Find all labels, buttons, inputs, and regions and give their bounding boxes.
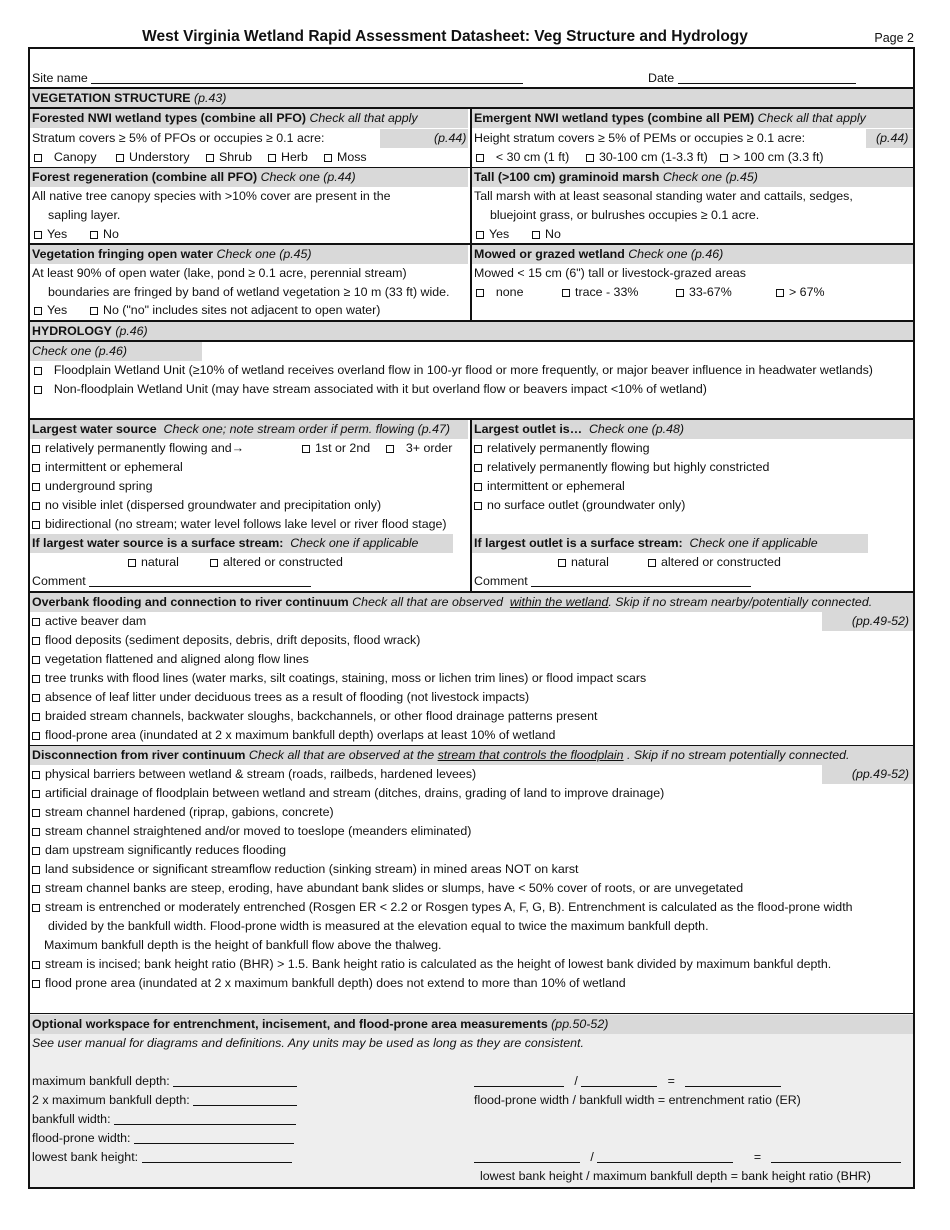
hydro-ref: (p.46) (115, 324, 148, 338)
checkbox[interactable] (386, 445, 394, 453)
tall-line1: Tall marsh with at least seasonal standing water and cattails, sedges, (474, 189, 853, 203)
checkbox[interactable] (776, 289, 784, 297)
overbank-heading: Overbank flooding and connection to river continuum (32, 595, 349, 609)
page-number: Page 2 (874, 31, 914, 45)
emergent-instruction: Check all that apply (757, 111, 866, 125)
source-instruction: Check one; note stream order if perm. flowing (p.47) (163, 422, 451, 436)
option-label: Moss (337, 150, 367, 164)
option-label: no surface outlet (groundwater only) (487, 498, 686, 512)
option-label: No (545, 227, 561, 241)
disconnect-instruction: Check all that are observed at the (248, 748, 435, 762)
option-label: bidirectional (no stream; water level follows lake level or river flood stage) (45, 517, 447, 531)
site-name-label: Site name (32, 71, 88, 85)
overbank-option[interactable] (32, 650, 309, 669)
disconnect-option[interactable] (32, 822, 471, 841)
outlet-instruction: Check one (p.48) (588, 422, 685, 436)
page-title: West Virginia Wetland Rapid Assessment Datasheet: Veg Structure and Hydrology (142, 28, 748, 45)
overbank-item (30, 631, 913, 650)
tall-line2: bluejoint grass, or bulrushes occupies ≥ 0.1 acre. (490, 208, 760, 222)
option-label: Yes (489, 227, 510, 241)
entrench-line3: Maximum bankfull depth is the height of bankfull flow above the thalweg. (44, 938, 442, 952)
er-bankfull-field[interactable] (581, 1074, 657, 1087)
checkbox[interactable] (586, 154, 594, 162)
checkbox[interactable] (32, 483, 40, 491)
disconnect-option[interactable] (32, 765, 476, 784)
outlet-heading: Largest outlet is… (474, 422, 583, 436)
option-label: 3+ order (405, 441, 453, 455)
bhr-max-field[interactable] (597, 1150, 733, 1163)
fringe-yes-option[interactable] (34, 301, 67, 320)
fringe-no-option[interactable] (90, 301, 380, 320)
checkbox[interactable] (676, 289, 684, 297)
checkbox[interactable] (34, 307, 42, 315)
checkbox[interactable] (34, 231, 42, 239)
tall-yes-option[interactable] (476, 225, 509, 244)
option-label: tree trunks with flood lines (water marks, silt coatings, staining, moss or lichen trim lines) or flood impact scars (45, 671, 647, 685)
tall-marsh-heading: Tall (>100 cm) graminoid marsh (474, 170, 660, 184)
regen-heading: Forest regeneration (combine all PFO) (32, 170, 258, 184)
checkbox[interactable] (32, 885, 40, 893)
overbank-instruction: Check all that are observed (352, 595, 503, 609)
incised-option[interactable] (32, 955, 831, 974)
checkbox[interactable] (32, 809, 40, 817)
veg-section-header (30, 89, 913, 108)
veg-title: VEGETATION STRUCTURE (32, 91, 191, 105)
forested-line1: Stratum covers ≥ 5% of PFOs or occupies ≥ 0.1 acre: (32, 131, 325, 145)
regen-line1: All native tree canopy species with >10% cover are present in the (32, 189, 391, 203)
option-label: relatively permanently flowing and→ (45, 441, 245, 455)
floodplain-option[interactable] (34, 361, 873, 380)
option-label: 33-67% (689, 285, 732, 299)
disconnect-heading: Disconnection from river continuum (32, 748, 246, 762)
checkbox[interactable] (474, 445, 482, 453)
source-intermittent-option[interactable] (32, 458, 183, 477)
floodprone-width-label: flood-prone width: (32, 1131, 131, 1145)
disconnect-item (30, 765, 913, 784)
optional-note-row (30, 1034, 913, 1053)
tall-marsh-instruction: Check one (p.45) (662, 170, 758, 184)
height-lt30-option[interactable] (476, 148, 569, 167)
overbank-instruction-2: . Skip if no stream nearby/potentially connected. (608, 595, 873, 609)
surface-outlet-instruction: Check one if applicable (689, 536, 818, 550)
bhr-lowest-field[interactable] (474, 1150, 580, 1163)
checkbox[interactable] (474, 464, 482, 472)
option-label: no visible inlet (dispersed groundwater and precipitation only) (45, 498, 382, 512)
option-label: Shrub (219, 150, 253, 164)
hydro-section-header (30, 322, 913, 341)
option-label: Understory (129, 150, 190, 164)
option-label: 30-100 cm (1-3.3 ft) (599, 150, 708, 164)
fringe-line2: boundaries are fringed by band of wetland vegetation ≥ 10 m (33 ft) wide. (48, 285, 450, 299)
overbank-item (30, 688, 913, 707)
checkbox[interactable] (90, 307, 98, 315)
checkbox[interactable] (32, 521, 40, 529)
option-label: intermittent or ephemeral (45, 460, 183, 474)
hydro-check-row (30, 342, 913, 361)
disconnect-item (30, 841, 913, 860)
lowest-bank-label: lowest bank height: (32, 1150, 139, 1164)
height-gt100-option[interactable] (720, 148, 824, 167)
option-label: > 100 cm (3.3 ft) (733, 150, 824, 164)
option-label: trace - 33% (575, 285, 639, 299)
max-depth-row (30, 1072, 913, 1091)
disconnect-option[interactable] (32, 784, 664, 803)
mowed-heading: Mowed or grazed wetland (474, 247, 625, 261)
overbank-item (30, 650, 913, 669)
source-perm-option[interactable] (32, 439, 244, 458)
option-label: relatively permanently flowing but highly constricted (487, 460, 770, 474)
checkbox[interactable] (32, 675, 40, 683)
option-label: flood-prone area (inundated at 2 x maximum bankfull depth) overlaps at least 10% of wetland (45, 728, 556, 742)
date-label: Date (648, 71, 675, 85)
overbank-option[interactable] (32, 707, 597, 726)
option-label: Floodplain Wetland Unit (≥10% of wetland receives overland flow in 100-yr flood or more frequently, or major beaver influence in headwater wetlands) (53, 363, 873, 377)
regen-line2: sapling layer. (48, 208, 121, 222)
overbank-item (30, 669, 913, 688)
option-label: intermittent or ephemeral (487, 479, 625, 493)
outlet-none-option[interactable] (474, 496, 685, 515)
surface-source-instruction: Check one if applicable (290, 536, 419, 550)
overbank-option[interactable] (32, 612, 146, 631)
floodprone-width-row (30, 1129, 913, 1148)
checkbox[interactable] (32, 713, 40, 721)
option-label: natural (571, 555, 609, 569)
source-bidirectional-option[interactable] (32, 515, 447, 534)
mowed-trace-option[interactable] (562, 283, 638, 302)
checkbox[interactable] (32, 847, 40, 855)
checkbox[interactable] (34, 154, 42, 162)
emergent-line1: Height stratum covers ≥ 5% of PEMs or occupies ≥ 0.1 acre: (474, 131, 806, 145)
overbank-item (30, 707, 913, 726)
disconnect-option[interactable] (32, 879, 743, 898)
overbank-item (30, 612, 913, 631)
optional-note: See user manual for diagrams and definitions. Any units may be used as long as they are consistent. (32, 1036, 584, 1050)
mowed-33-67-option[interactable] (676, 283, 732, 302)
optional-heading: Optional workspace for entrenchment, incisement, and flood-prone area measurements (32, 1017, 548, 1031)
checkbox[interactable] (648, 559, 656, 567)
checkbox[interactable] (32, 790, 40, 798)
outlet-natural-option[interactable] (558, 553, 609, 572)
tall-no-option[interactable] (532, 225, 561, 244)
mowed-instruction: Check one (p.46) (628, 247, 724, 261)
mowed-gt67-option[interactable] (776, 283, 824, 302)
floodprone-width-field[interactable] (134, 1131, 294, 1144)
option-label: > 67% (789, 285, 825, 299)
er-result-field[interactable] (685, 1074, 781, 1087)
checkbox[interactable] (720, 154, 728, 162)
disconnect-item (30, 955, 913, 974)
entrenched-option[interactable] (32, 898, 853, 917)
optional-header-row (30, 1015, 913, 1034)
option-label: land subsidence or significant streamflow reduction (sinking stream) in mined areas NOT on karst (45, 862, 579, 876)
overbank-ref: (pp.49-52) (851, 614, 909, 628)
checkbox[interactable] (116, 154, 124, 162)
equals-symbol: = (753, 1150, 762, 1164)
disconnect-item (30, 822, 913, 841)
overbank-header-row (30, 593, 913, 612)
bhr-label-row (30, 1167, 913, 1186)
bhr-label: lowest bank height / maximum bankfull depth = bank height ratio (BHR) (480, 1169, 871, 1183)
checkbox[interactable] (476, 289, 484, 297)
checkbox[interactable] (562, 289, 570, 297)
emergent-ref: (p.44) (876, 131, 909, 145)
overbank-option[interactable] (32, 688, 529, 707)
forested-ref: (p.44) (434, 131, 467, 145)
flood-prone-option[interactable] (32, 974, 626, 993)
checkbox[interactable] (34, 367, 42, 375)
fringe-line1: At least 90% of open water (lake, pond ≥ 0.1 acre, perennial stream) (32, 266, 407, 280)
checkbox[interactable] (302, 445, 310, 453)
disconnect-option[interactable] (32, 841, 286, 860)
bankfull-width-field[interactable] (114, 1112, 296, 1125)
site-name-field[interactable] (91, 71, 523, 84)
checkbox[interactable] (32, 961, 40, 969)
disconnect-underline: stream that controls the floodplain (437, 748, 624, 762)
option-label: stream channel straightened and/or moved to toeslope (meanders eliminated) (45, 824, 472, 838)
fringe-instruction: Check one (p.45) (216, 247, 312, 261)
outlet-intermittent-option[interactable] (474, 477, 625, 496)
outlet-comment-field[interactable] (531, 574, 751, 587)
disconnect-option[interactable] (32, 803, 334, 822)
overbank-item (30, 726, 913, 745)
checkbox[interactable] (476, 231, 484, 239)
checkbox[interactable] (32, 694, 40, 702)
regen-instruction: Check one (p.44) (260, 170, 356, 184)
slash-symbol: / (574, 1074, 578, 1088)
er-label: flood-prone width / bankfull width = entrenchment ratio (ER) (474, 1093, 801, 1107)
option-label: relatively permanently flowing (487, 441, 650, 455)
option-label: < 30 cm (1 ft) (495, 150, 570, 164)
option-label: Herb (281, 150, 308, 164)
emergent-heading: Emergent NWI wetland types (combine all PEM) (474, 111, 755, 125)
disconnect-item (30, 860, 913, 879)
floodplain-row (30, 361, 913, 380)
source-comment-label: Comment (32, 574, 86, 588)
canopy-option[interactable] (34, 148, 97, 167)
option-label: underground spring (45, 479, 153, 493)
hydro-instruction: Check one (p.46) (32, 344, 128, 358)
checkbox[interactable] (558, 559, 566, 567)
checkbox[interactable] (32, 980, 40, 988)
option-label: Yes (47, 303, 68, 317)
option-label: natural (141, 555, 179, 569)
overbank-option[interactable] (32, 631, 420, 650)
entrench-line2: divided by the bankfull width. Flood-prone width is measured at the elevation equal to twice the maximum bankfull depth. (48, 919, 709, 933)
entrench-line3-row (30, 936, 913, 955)
checkbox[interactable] (32, 464, 40, 472)
max-depth-field[interactable] (173, 1074, 297, 1087)
disconnect-option[interactable] (32, 860, 579, 879)
disconnect-item (30, 803, 913, 822)
option-label: stream is entrenched or moderately entrenched (Rosgen ER < 2.2 or Rosgen types A, F, G, B). Entrenchment is calculated as the flood-prone width (45, 900, 853, 914)
checkbox[interactable] (474, 483, 482, 491)
checkbox[interactable] (32, 904, 40, 912)
regen-yes-option[interactable] (34, 225, 67, 244)
double-depth-row (30, 1091, 913, 1110)
option-label: altered or constructed (661, 555, 781, 569)
option-label: vegetation flattened and aligned along flow lines (45, 652, 309, 666)
option-label: flood prone area (inundated at 2 x maximum bankfull depth) does not extend to more than 10% of wetland (45, 976, 626, 990)
lowest-bank-field[interactable] (142, 1150, 292, 1163)
checkbox[interactable] (32, 828, 40, 836)
entrench-line2-row (30, 917, 913, 936)
overbank-option[interactable] (32, 669, 646, 688)
double-depth-field[interactable] (193, 1093, 297, 1106)
forested-instruction: Check all that apply (309, 111, 418, 125)
checkbox[interactable] (268, 154, 276, 162)
slash-symbol: / (590, 1150, 594, 1164)
source-natural-option[interactable] (128, 553, 179, 572)
veg-ref: (p.43) (194, 91, 227, 105)
checkbox[interactable] (324, 154, 332, 162)
checkbox[interactable] (34, 386, 42, 394)
option-label: stream channel hardened (riprap, gabions, concrete) (45, 805, 334, 819)
non-floodplain-option[interactable] (34, 380, 707, 399)
option-label: Non-floodplain Wetland Unit (may have stream associated with it but overland flow or beavers impact <10% of wetland) (53, 382, 707, 396)
source-altered-option[interactable] (210, 553, 343, 572)
checkbox[interactable] (90, 231, 98, 239)
option-label: altered or constructed (223, 555, 343, 569)
checkbox[interactable] (32, 618, 40, 626)
height-30-100-option[interactable] (586, 148, 708, 167)
checkbox[interactable] (476, 154, 484, 162)
site-row (30, 69, 913, 88)
checkbox[interactable] (32, 637, 40, 645)
option-label: absence of leaf litter under deciduous trees as a result of flooding (not livestock impacts) (45, 690, 530, 704)
source-heading: Largest water source (32, 422, 157, 436)
overbank-option[interactable] (32, 726, 555, 745)
herb-option[interactable] (268, 148, 308, 167)
disconnect-item (30, 974, 913, 993)
mowed-line1: Mowed < 15 cm (6") tall or livestock-grazed areas (474, 266, 746, 280)
checkbox[interactable] (210, 559, 218, 567)
disconnect-item (30, 784, 913, 803)
checkbox[interactable] (128, 559, 136, 567)
shrub-option[interactable] (206, 148, 252, 167)
er-floodprone-field[interactable] (474, 1074, 564, 1087)
moss-option[interactable] (324, 148, 367, 167)
option-label: braided stream channels, backwater sloughs, backchannels, or other flood drainage patterns present (45, 709, 598, 723)
equals-symbol: = (667, 1074, 675, 1088)
option-label: artificial drainage of floodplain between wetland and stream (ditches, drains, grading of land to improve drainage) (45, 786, 665, 800)
bhr-result-field[interactable] (771, 1150, 901, 1163)
checkbox[interactable] (206, 154, 214, 162)
checkbox[interactable] (32, 656, 40, 664)
option-label: 1st or 2nd (315, 441, 371, 455)
lowest-bank-row (30, 1148, 913, 1167)
fringe-heading: Vegetation fringing open water (32, 247, 214, 261)
understory-option[interactable] (116, 148, 190, 167)
surface-outlet-heading: If largest outlet is a surface stream: (474, 536, 683, 550)
datasheet-form (28, 47, 915, 1189)
checkbox[interactable] (32, 771, 40, 779)
option-label: No (103, 227, 119, 241)
option-label: active beaver dam (45, 614, 147, 628)
source-comment-field[interactable] (89, 574, 311, 587)
option-label: Canopy (53, 150, 97, 164)
disconnect-ref: (pp.49-52) (851, 767, 909, 781)
order-3plus-option[interactable] (386, 439, 452, 458)
disconnect-item (30, 898, 913, 917)
checkbox[interactable] (32, 732, 40, 740)
double-depth-label: 2 x maximum bankfull depth: (32, 1093, 190, 1107)
option-label: stream is incised; bank height ratio (BHR) > 1.5. Bank height ratio is calculated as the height of lowest bank divided by maximum bankful depth. (45, 957, 832, 971)
outlet-altered-option[interactable] (648, 553, 781, 572)
option-label: No ("no" includes sites not adjacent to open water) (103, 303, 381, 317)
source-no-inlet-option[interactable] (32, 496, 381, 515)
option-label: physical barriers between wetland & stream (roads, railbeds, hardened levees) (45, 767, 477, 781)
disconnect-instruction-2: . Skip if no stream potentially connected. (627, 748, 850, 762)
option-label: none (495, 285, 524, 299)
hydro-title: HYDROLOGY (32, 324, 112, 338)
date-field[interactable] (678, 71, 856, 84)
order-1st-2nd-option[interactable] (302, 439, 370, 458)
surface-source-heading: If largest water source is a surface stream: (32, 536, 284, 550)
overbank-underline: within the wetland (509, 595, 609, 609)
outlet-perm-option[interactable] (474, 439, 650, 458)
regen-no-option[interactable] (90, 225, 119, 244)
checkbox[interactable] (474, 502, 482, 510)
checkbox[interactable] (532, 231, 540, 239)
checkbox[interactable] (32, 445, 40, 453)
checkbox[interactable] (32, 502, 40, 510)
option-label: stream channel banks are steep, eroding, have abundant bank slides or slumps, have < 50% cover of roots, or are unvegetated (45, 881, 744, 895)
checkbox[interactable] (32, 866, 40, 874)
max-depth-label: maximum bankfull depth: (32, 1074, 170, 1088)
outlet-constricted-option[interactable] (474, 458, 769, 477)
source-spring-option[interactable] (32, 477, 152, 496)
forested-heading: Forested NWI wetland types (combine all PFO) (32, 111, 307, 125)
bankfull-width-row (30, 1110, 913, 1129)
option-label: dam upstream significantly reduces flooding (45, 843, 287, 857)
outlet-comment-label: Comment (474, 574, 528, 588)
optional-ref: (pp.50-52) (551, 1017, 609, 1031)
non-floodplain-row (30, 380, 913, 399)
disconnect-item (30, 879, 913, 898)
option-label: flood deposits (sediment deposits, debris, drift deposits, flood wrack) (45, 633, 421, 647)
bankfull-width-label: bankfull width: (32, 1112, 111, 1126)
disconnect-header-row (30, 746, 913, 765)
mowed-none-option[interactable] (476, 283, 523, 302)
option-label: Yes (47, 227, 68, 241)
